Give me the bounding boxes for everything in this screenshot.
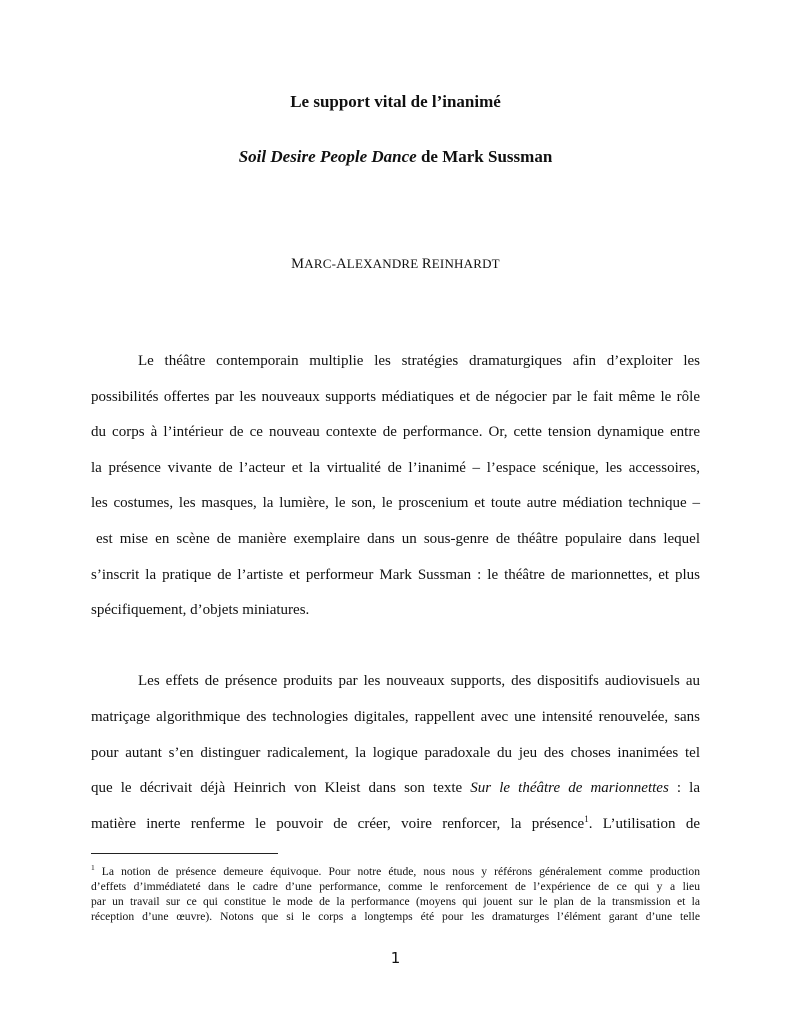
paragraph-spacer	[91, 629, 700, 665]
text-run: que le décrivait déjà Heinrich von Kleist dans son texte	[91, 780, 471, 797]
paragraph-line: Les effets de présence produits par les nouveaux supports, des dispositifs audiovisuels au	[138, 673, 700, 690]
paragraph-line: pour autant s’en distinguer radicalement, la logique paradoxale du jeu des choses inanimées tel	[91, 744, 700, 761]
text-run: matière inerte renferme le pouvoir de créer, voire renforcer, la présence	[91, 815, 585, 832]
cited-work-title: Sur le théâtre de marionnettes	[470, 780, 669, 797]
document-subtitle	[0, 147, 791, 167]
paragraph-line: du corps à l’intérieur de ce nouveau contexte de performance. Or, cette tension dynamique entre	[91, 424, 700, 441]
footnote-line	[91, 864, 700, 879]
paragraph-line	[91, 807, 700, 843]
footnote-line: réception d’une œuvre). Notons que si le corps a longtemps été pour les dramaturges l’élément garant d’une telle	[91, 910, 700, 923]
footnote-marker: 1	[91, 863, 95, 873]
footnote-reference[interactable]: 1	[584, 813, 589, 824]
paragraph-line: matriçage algorithmique des technologies digitales, rappellent avec une intensité renouvelée, sans	[91, 708, 700, 725]
author-smallcaps: ARC-	[304, 256, 337, 271]
paragraph-line: possibilités offertes par les nouveaux supports médiatiques et de négocier par le fait même le rôle	[91, 388, 700, 405]
text-run: La notion de présence demeure équivoque. Pour notre étude, nous nous y référons généralement comme production	[94, 865, 700, 878]
paragraph-line: les costumes, les masques, la lumière, le son, le proscenium et toute autre médiation technique –	[91, 495, 700, 512]
text-run: . L’utilisation de	[588, 815, 700, 832]
author-initial: A	[336, 256, 347, 272]
footnote-line: d’effets d’immédiateté dans le cadre d’une performance, comme le renforcement de l’expérience de ce qui y a lieu	[91, 880, 700, 893]
paragraph-line: Le théâtre contemporain multiplie les stratégies dramaturgiques afin d’exploiter les	[138, 353, 700, 369]
author-name	[0, 256, 791, 273]
subtitle-work-title: Soil Desire People Dance	[238, 147, 417, 166]
footnote-separator	[91, 853, 278, 854]
paragraph-line: spécifiquement, d’objets miniatures.	[91, 602, 310, 619]
document-title: Le support vital de l’inanimé	[290, 92, 501, 111]
footnote-line: par un travail sur ce qui constitue le mode de la performance (moyens qui jouent sur le plan de la transmission et la	[91, 895, 700, 908]
body-text	[91, 344, 700, 842]
subtitle-author-part: de Mark Sussman	[416, 147, 553, 166]
paragraph-line	[91, 771, 700, 807]
paragraph-line: la présence vivante de l’acteur et la virtualité de l’inanimé – l’espace scénique, les accessoires,	[91, 459, 700, 476]
text-run: : la	[668, 780, 701, 797]
paragraph-line: est mise en scène de manière exemplaire dans un sous-genre de théâtre populaire dans lequel	[96, 530, 700, 547]
author-initial: M	[291, 256, 305, 272]
paragraph-line: s’inscrit la pratique de l’artiste et performeur Mark Sussman : le théâtre de marionnettes, et plus	[91, 566, 700, 583]
author-smallcaps: LEXANDRE	[346, 256, 422, 271]
author-initial: R	[421, 256, 432, 272]
author-smallcaps: EINHARDT	[431, 256, 500, 271]
page-number: 1	[390, 949, 401, 967]
footnote	[91, 864, 700, 924]
